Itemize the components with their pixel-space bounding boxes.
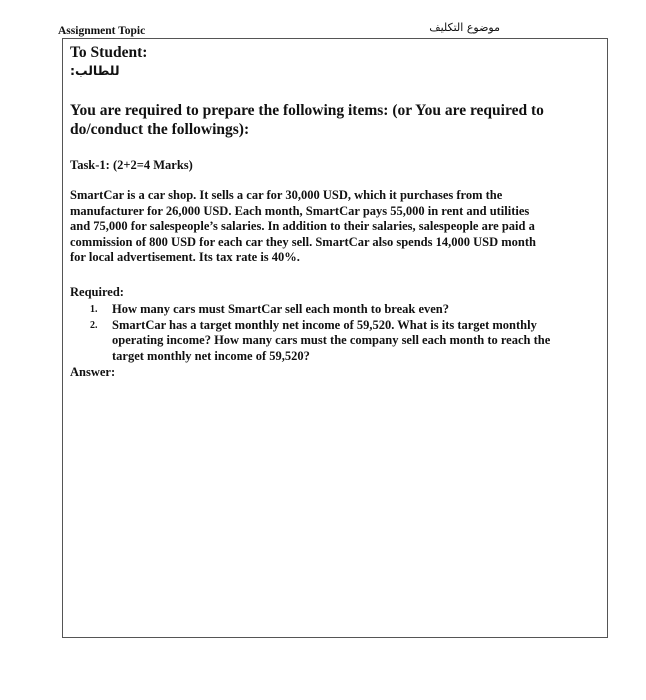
question-list: [70, 302, 600, 364]
question-text-line: SmartCar has a target monthly net income of 59,520. What is its target monthly: [112, 317, 537, 332]
task-description-line: and 75,000 for salespeople’s salaries. In addition to their salaries, salespeople are paid a: [70, 219, 535, 234]
question-text-line: target monthly net income of 59,520?: [112, 348, 310, 363]
question-item-1: [70, 302, 600, 318]
task-description-line: SmartCar is a car shop. It sells a car for 30,000 USD, which it purchases from the: [70, 188, 503, 202]
task-title: Task-1: (2+2=4 Marks): [70, 158, 193, 172]
question-number: 1.: [90, 303, 98, 315]
task-description-line: manufacturer for 26,000 USD. Each month, SmartCar pays 55,000 in rent and utilities: [70, 203, 530, 218]
instruction-text: You are required to prepare the following items: (or You are required to do/conduct the followings):: [70, 102, 544, 138]
question-item-2: [70, 318, 600, 365]
task-description-line: commission of 800 USD for each car they sell. SmartCar also spends 14,000 USD month: [70, 234, 536, 249]
required-label: Required:: [70, 284, 124, 299]
to-student-label: To Student:: [70, 44, 148, 61]
task-description-line: for local advertisement. Its tax rate is 40%.: [70, 250, 300, 265]
assignment-topic-label: Assignment Topic: [58, 25, 146, 37]
assignment-content: [70, 43, 600, 380]
question-number: 2.: [90, 319, 98, 331]
question-text-line: How many cars must SmartCar sell each month to break even?: [112, 301, 450, 316]
question-text-line: operating income? How many cars must the company sell each month to reach the: [112, 333, 551, 348]
assignment-topic-arabic-label: موضوع التكليف: [429, 21, 500, 34]
task-description: [70, 188, 600, 266]
answer-label: Answer:: [70, 365, 116, 380]
to-student-arabic-label: للطالب:: [70, 63, 120, 78]
